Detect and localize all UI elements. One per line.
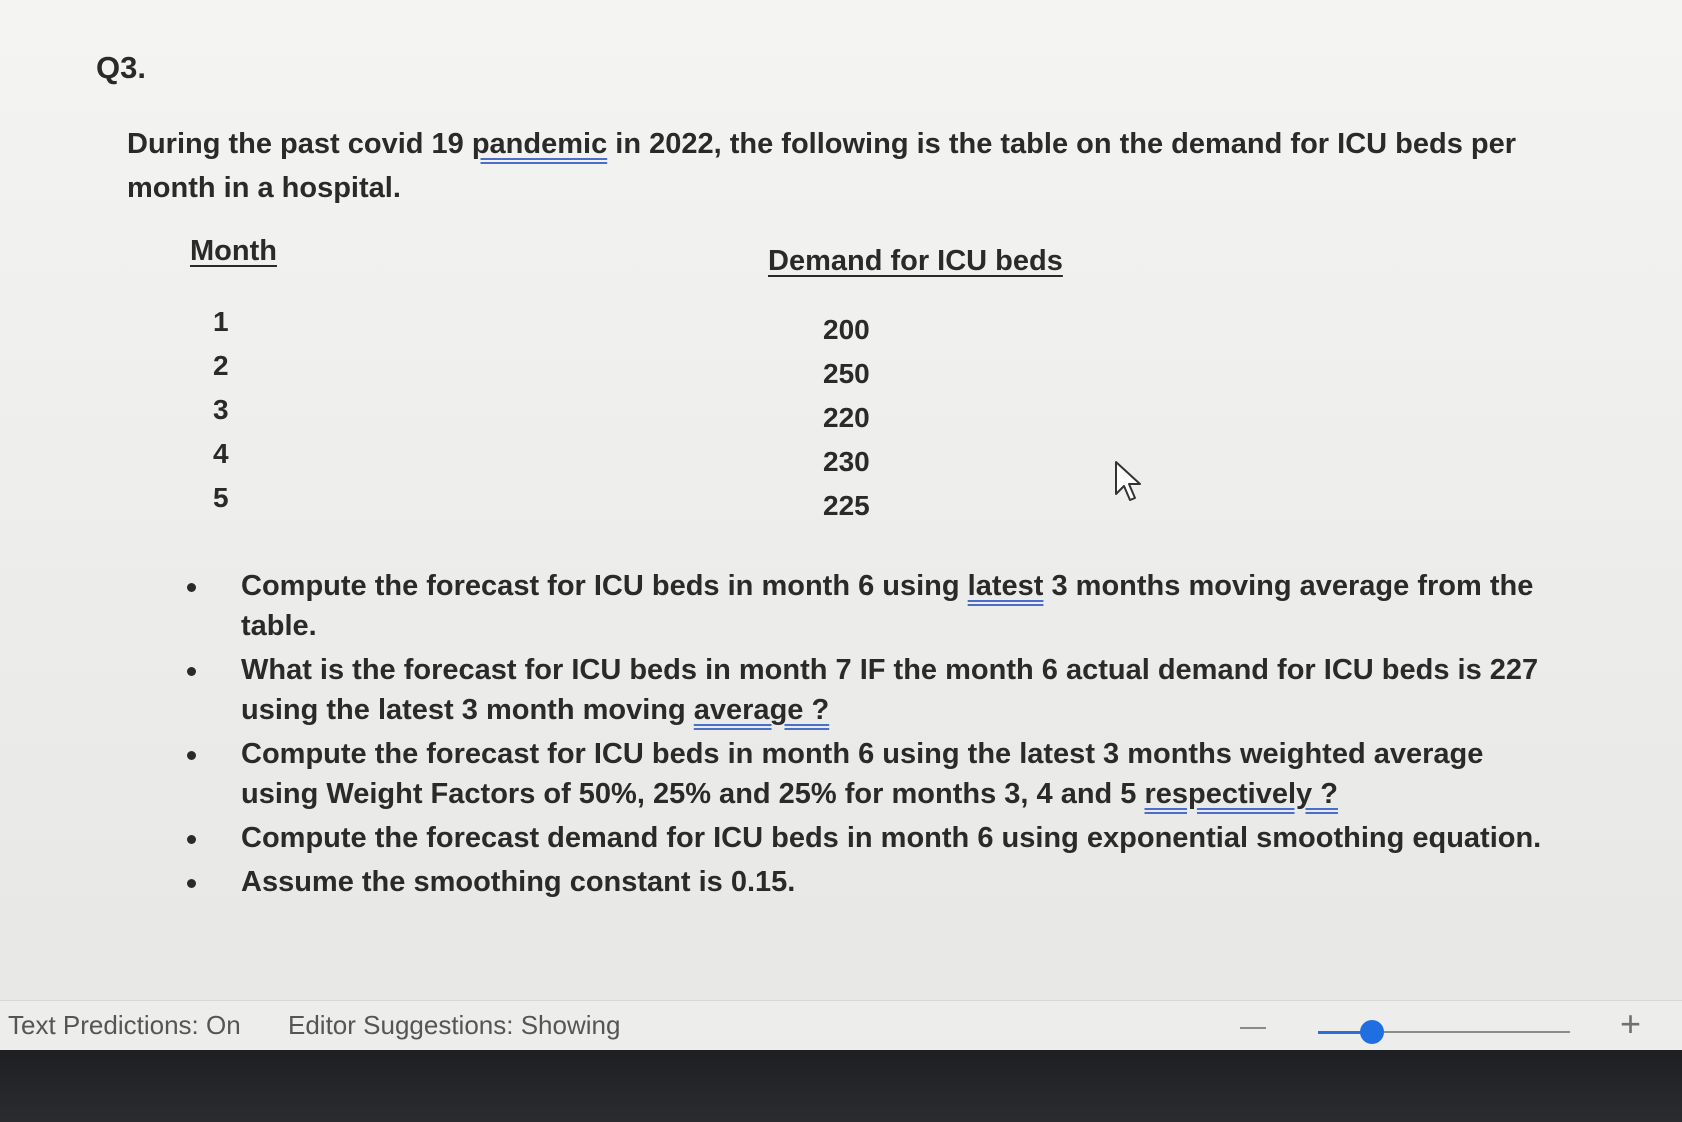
zoom-out-button[interactable] — [1240, 1027, 1266, 1029]
month-cell: 4 — [213, 438, 229, 469]
bullet-text: Compute the forecast for ICU beds in month 6 using — [241, 570, 968, 602]
demand-cell: 200 — [823, 314, 870, 345]
demand-cell: 225 — [823, 490, 870, 521]
demand-column-header: Demand for ICU beds — [768, 245, 1063, 277]
bullet-text: What is the forecast for ICU beds in month 7 IF the month 6 actual demand for ICU beds is 227 using the latest 3 month moving — [241, 654, 1539, 726]
bullet-item — [185, 734, 1565, 814]
text-predictions-status[interactable]: Text Predictions: On — [8, 1010, 241, 1040]
demand-cell: 250 — [823, 358, 870, 389]
zoom-slider-track[interactable] — [1384, 1031, 1570, 1033]
spellcheck-flagged-word[interactable]: latest — [967, 570, 1044, 602]
bullet-item — [185, 818, 1565, 858]
bullet-text: Compute the forecast demand for ICU beds in month 6 using exponential smoothing equation. — [241, 822, 1542, 854]
month-cell: 5 — [213, 482, 229, 513]
mouse-pointer-icon — [1114, 460, 1146, 504]
month-column-header: Month — [190, 235, 277, 267]
monitor-bezel — [0, 1050, 1682, 1122]
spellcheck-flagged-word[interactable]: pandemic — [471, 128, 608, 160]
spellcheck-flagged-word[interactable]: respectively ? — [1144, 778, 1338, 810]
zoom-in-button[interactable]: + — [1620, 1003, 1642, 1044]
month-cell: 3 — [213, 394, 229, 425]
bullet-text: Compute the forecast for ICU beds in month 6 using the latest 3 months weighted average using Weight Factors of 50%, 25% and 25% for months 3, 4 and 5 — [241, 738, 1484, 810]
bullet-item — [185, 650, 1565, 730]
month-cell: 2 — [213, 350, 229, 381]
bullet-text: 3 months moving average from the table. — [241, 570, 1534, 642]
demand-cell: 220 — [823, 402, 870, 433]
question-label: Q3. — [96, 50, 146, 85]
question-bullet-list — [185, 566, 1565, 906]
bullet-item — [185, 862, 1565, 902]
month-cell: 1 — [213, 306, 229, 337]
bullet-item — [185, 566, 1565, 646]
status-bar — [0, 1000, 1682, 1051]
bullet-text: Assume the smoothing constant is 0.15. — [241, 866, 796, 898]
intro-text-2: in 2022, the following is the table on the demand for ICU beds per month in a hospital. — [127, 128, 1517, 204]
intro-paragraph — [127, 122, 1547, 210]
zoom-slider-thumb[interactable] — [1360, 1020, 1384, 1044]
spellcheck-flagged-word[interactable]: average ? — [693, 694, 830, 726]
zoom-slider-fill[interactable] — [1318, 1031, 1362, 1034]
demand-cell: 230 — [823, 446, 870, 477]
editor-suggestions-status[interactable]: Editor Suggestions: Showing — [288, 1010, 621, 1040]
intro-text-1: During the past covid 19 — [127, 128, 472, 160]
